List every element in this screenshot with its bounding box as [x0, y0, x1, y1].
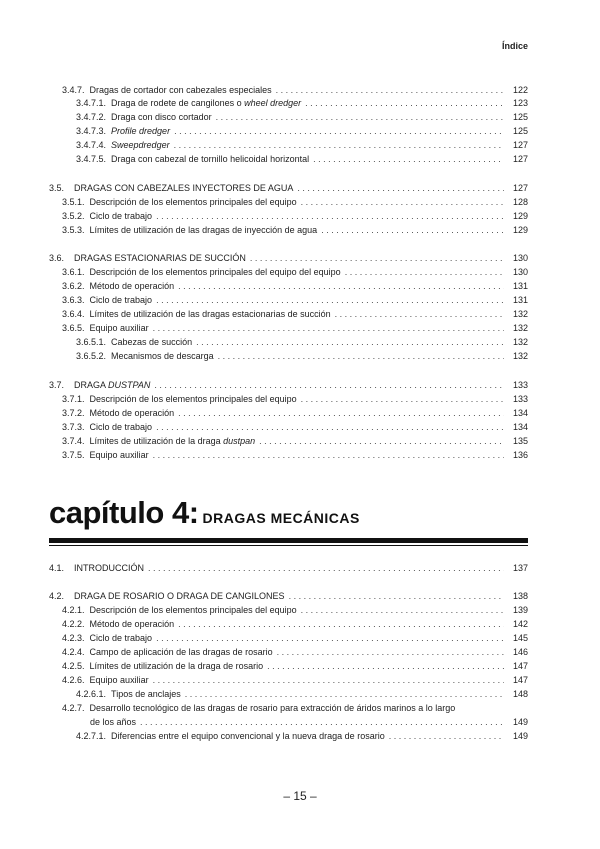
toc-entry-page: 134 [512, 408, 528, 418]
toc-entry-page: 135 [512, 436, 528, 446]
toc-entry-number: 3.5.1. [62, 197, 85, 207]
toc-entry-title: Límites de utilización de las dragas estacionarias de succión [89, 309, 331, 319]
toc-entry [0, 335, 600, 348]
toc-entry-number: 3.4.7.1. [76, 98, 107, 108]
toc-entry-page: 134 [512, 422, 528, 432]
toc-entry-number: 4.2.7. [62, 703, 85, 713]
toc-entry-number: 3.7.2. [62, 408, 85, 418]
toc-leader-dots [140, 717, 504, 728]
toc-leader-dots [218, 351, 504, 362]
toc-leader-dots [345, 267, 504, 278]
toc-leader-dots [174, 140, 504, 151]
toc-entry [0, 265, 600, 278]
toc-leader-dots [156, 295, 504, 306]
toc-leader-dots [148, 563, 504, 574]
toc-entry-page: 128 [512, 197, 528, 207]
toc-entry [0, 715, 600, 728]
toc-leader-dots [301, 394, 504, 405]
toc-entry-title: Método de operación [89, 408, 175, 418]
toc-entry-title: DRAGA DUSTPAN [74, 380, 151, 390]
toc-entry [0, 293, 600, 306]
toc-leader-dots [259, 436, 504, 447]
toc-entry-title: Sweepdredger [111, 140, 170, 150]
footer-page-number: – 15 – [283, 789, 317, 803]
toc-entry-number: 4.2. [49, 591, 65, 601]
toc-leader-dots [301, 605, 504, 616]
toc-entry [0, 406, 600, 419]
toc-entry-title: Profile dredger [111, 126, 171, 136]
toc-entry [0, 378, 600, 391]
toc-entry-number: 3.6.2. [62, 281, 85, 291]
toc-entry-title: Draga con cabezal de tornillo helicoidal horizontal [111, 154, 310, 164]
toc-leader-dots [156, 211, 504, 222]
toc-entry-title: Ciclo de trabajo [89, 295, 153, 305]
toc-entry [0, 589, 600, 602]
toc-entry-page: 131 [512, 281, 528, 291]
toc-entry-title: Equipo auxiliar [89, 323, 149, 333]
toc-entry-number: 3.4.7.3. [76, 126, 107, 136]
toc-entry-title: Diferencias entre el equipo convencional y la nueva draga de rosario [111, 731, 385, 741]
toc-entry-number: 4.2.3. [62, 633, 85, 643]
toc-entry-page: 127 [512, 183, 528, 193]
toc-entry-title: DRAGAS ESTACIONARIAS DE SUCCIÓN [74, 253, 246, 263]
toc-entry-page: 131 [512, 295, 528, 305]
toc-entry-number: 3.6.5.1. [76, 337, 107, 347]
toc-entry-number: 3.7. [49, 380, 65, 390]
toc-entry [0, 83, 600, 96]
toc-entry-page: 147 [512, 675, 528, 685]
toc-entry-title: DRAGAS CON CABEZALES INYECTORES DE AGUA [74, 183, 294, 193]
toc-entry-page: 136 [512, 450, 528, 460]
toc-entry-number: 4.2.4. [62, 647, 85, 657]
toc-entry-number: 4.2.6.1. [76, 689, 107, 699]
toc-entry [0, 687, 600, 700]
toc-leader-dots [267, 661, 504, 672]
toc-entry [0, 307, 600, 320]
toc-entry [0, 392, 600, 405]
toc-entry [0, 631, 600, 644]
chapter-heading [49, 495, 360, 531]
toc-leader-dots [297, 183, 504, 194]
toc-entry-page: 123 [512, 98, 528, 108]
chapter-label: capítulo 4: [49, 495, 199, 530]
toc-entry-title: Mecanismos de descarga [111, 351, 214, 361]
toc-entry-title: Desarrollo tecnológico de las dragas de rosario para extracción de áridos marinos a lo largo [89, 703, 456, 713]
toc-leader-dots [321, 225, 504, 236]
toc-leader-dots [178, 281, 504, 292]
toc-leader-dots [250, 253, 504, 264]
toc-entry-number: 3.5.2. [62, 211, 85, 221]
toc-entry-number: 3.6.3. [62, 295, 85, 305]
toc-entry [0, 110, 600, 123]
toc-entry-page: 127 [512, 154, 528, 164]
toc-entry [0, 659, 600, 672]
toc-entry-title: Límites de utilización de la draga dustpan [89, 436, 256, 446]
toc-entry-number: 3.7.4. [62, 436, 85, 446]
toc-entry [0, 209, 600, 222]
toc-entry-page: 138 [512, 591, 528, 601]
toc-entry-title: Draga con disco cortador [111, 112, 212, 122]
toc-leader-dots [276, 85, 504, 96]
toc-entry-number: 3.6.5.2. [76, 351, 107, 361]
toc-entry [0, 448, 600, 461]
toc-entry [0, 195, 600, 208]
toc-entry-number: 4.2.5. [62, 661, 85, 671]
toc-entry-title: DRAGA DE ROSARIO O DRAGA DE CANGILONES [74, 591, 285, 601]
toc-entry-title: Tipos de anclajes [111, 689, 181, 699]
toc-entry-page: 127 [512, 140, 528, 150]
toc-leader-dots [178, 408, 504, 419]
toc-entry-page: 142 [512, 619, 528, 629]
toc-entry-title: Campo de aplicación de las dragas de rosario [89, 647, 273, 657]
toc-leader-dots [277, 647, 504, 658]
toc-entry [0, 124, 600, 137]
toc-entry [0, 96, 600, 109]
toc-entry-title: Ciclo de trabajo [89, 633, 153, 643]
toc-entry-page: 148 [512, 689, 528, 699]
toc-entry [0, 349, 600, 362]
toc-entry-title: Método de operación [89, 281, 175, 291]
toc-entry-page: 132 [512, 323, 528, 333]
toc-leader-dots [156, 422, 504, 433]
toc-entry-page: 145 [512, 633, 528, 643]
toc-entry-title: Límites de utilización de las dragas de inyección de agua [89, 225, 318, 235]
toc-leader-dots [174, 126, 504, 137]
toc-entry-title: Cabezas de succión [111, 337, 193, 347]
toc-leader-dots [305, 98, 504, 109]
toc-leader-dots [389, 731, 504, 742]
toc-entry-page: 133 [512, 380, 528, 390]
toc-entry-page: 139 [512, 605, 528, 615]
toc-leader-dots [196, 337, 504, 348]
toc-entry-page: 125 [512, 112, 528, 122]
toc-leader-dots [153, 675, 504, 686]
toc-entry-title: Equipo auxiliar [89, 450, 149, 460]
toc-entry-page: 130 [512, 253, 528, 263]
toc-entry [0, 279, 600, 292]
toc-leader-dots [301, 197, 504, 208]
toc-entry-number: 3.7.1. [62, 394, 85, 404]
toc-entry-number: 3.4.7.2. [76, 112, 107, 122]
toc-entry [0, 251, 600, 264]
chapter-rule-thick [49, 538, 528, 543]
toc-leader-dots [289, 591, 504, 602]
toc-entry [0, 181, 600, 194]
toc-entry-title: Draga de rodete de cangilones o wheel dredger [111, 98, 302, 108]
toc-entry-number: 3.5. [49, 183, 65, 193]
header-section-label: Índice [501, 41, 528, 51]
toc-entry-page: 132 [512, 309, 528, 319]
toc-leader-dots [153, 450, 504, 461]
toc-entry-page: 133 [512, 394, 528, 404]
toc-entry [0, 152, 600, 165]
toc-entry-title: Límites de utilización de la draga de rosario [89, 661, 264, 671]
toc-leader-dots [216, 112, 504, 123]
toc-entry-number: 4.2.1. [62, 605, 85, 615]
toc-entry-number: 3.6.4. [62, 309, 85, 319]
toc-entry [0, 729, 600, 742]
toc-entry-page: 149 [512, 731, 528, 741]
toc-leader-dots [153, 323, 504, 334]
toc-entry-page: 125 [512, 126, 528, 136]
toc-entry [0, 603, 600, 616]
toc-entry-number: 4.2.7.1. [76, 731, 107, 741]
toc-entry-page: 149 [512, 717, 528, 727]
toc-leader-dots [156, 633, 504, 644]
toc-entry-number: 3.7.3. [62, 422, 85, 432]
toc-entry [0, 645, 600, 658]
toc-entry-number: 3.4.7. [62, 85, 85, 95]
toc-entry-number: 4.2.6. [62, 675, 85, 685]
toc-entry-number: 3.7.5. [62, 450, 85, 460]
toc-entry-page: 130 [512, 267, 528, 277]
toc-leader-dots [154, 380, 504, 391]
toc-entry-title: INTRODUCCIÓN [74, 563, 145, 573]
toc-entry [0, 561, 600, 574]
toc-entry-page: 146 [512, 647, 528, 657]
toc-entry [0, 701, 600, 714]
toc-leader-dots [335, 309, 504, 320]
toc-entry [0, 321, 600, 334]
toc-entry-page: 132 [512, 351, 528, 361]
toc-entry-title: Descripción de los elementos principales del equipo [89, 197, 297, 207]
chapter-rule-thin [49, 545, 528, 546]
chapter-title: DRAGAS MECÁNICAS [202, 510, 360, 526]
toc-entry-number: 3.6. [49, 253, 65, 263]
toc-entry-page: 122 [512, 85, 528, 95]
toc-entry-title: de los años [90, 717, 137, 727]
toc-leader-dots [178, 619, 504, 630]
toc-entry-page: 132 [512, 337, 528, 347]
toc-entry [0, 223, 600, 236]
toc-entry-page: 129 [512, 211, 528, 221]
toc-leader-dots [185, 689, 504, 700]
toc-entry-title: Método de operación [89, 619, 175, 629]
toc-entry-page: 147 [512, 661, 528, 671]
toc-entry-number: 3.4.7.4. [76, 140, 107, 150]
toc-entry [0, 617, 600, 630]
toc-entry-page: 129 [512, 225, 528, 235]
toc-entry-number: 4.2.2. [62, 619, 85, 629]
toc-entry-number: 4.1. [49, 563, 65, 573]
toc-entry-title: Dragas de cortador con cabezales especiales [89, 85, 272, 95]
toc-entry-number: 3.6.1. [62, 267, 85, 277]
toc-entry-title: Descripción de los elementos principales del equipo [89, 605, 297, 615]
toc-leader-dots [313, 154, 504, 165]
toc-entry-page: 137 [512, 563, 528, 573]
toc-entry-title: Descripción de los elementos principales del equipo del equipo [89, 267, 341, 277]
toc-entry [0, 673, 600, 686]
toc-entry [0, 420, 600, 433]
toc-entry-title: Descripción de los elementos principales del equipo [89, 394, 297, 404]
toc-entry [0, 434, 600, 447]
toc-entry-number: 3.4.7.5. [76, 154, 107, 164]
toc-entry-number: 3.6.5. [62, 323, 85, 333]
toc-entry-title: Ciclo de trabajo [89, 422, 153, 432]
toc-entry-title: Equipo auxiliar [89, 675, 149, 685]
toc-entry [0, 138, 600, 151]
toc-entry-title: Ciclo de trabajo [89, 211, 153, 221]
toc-entry-number: 3.5.3. [62, 225, 85, 235]
